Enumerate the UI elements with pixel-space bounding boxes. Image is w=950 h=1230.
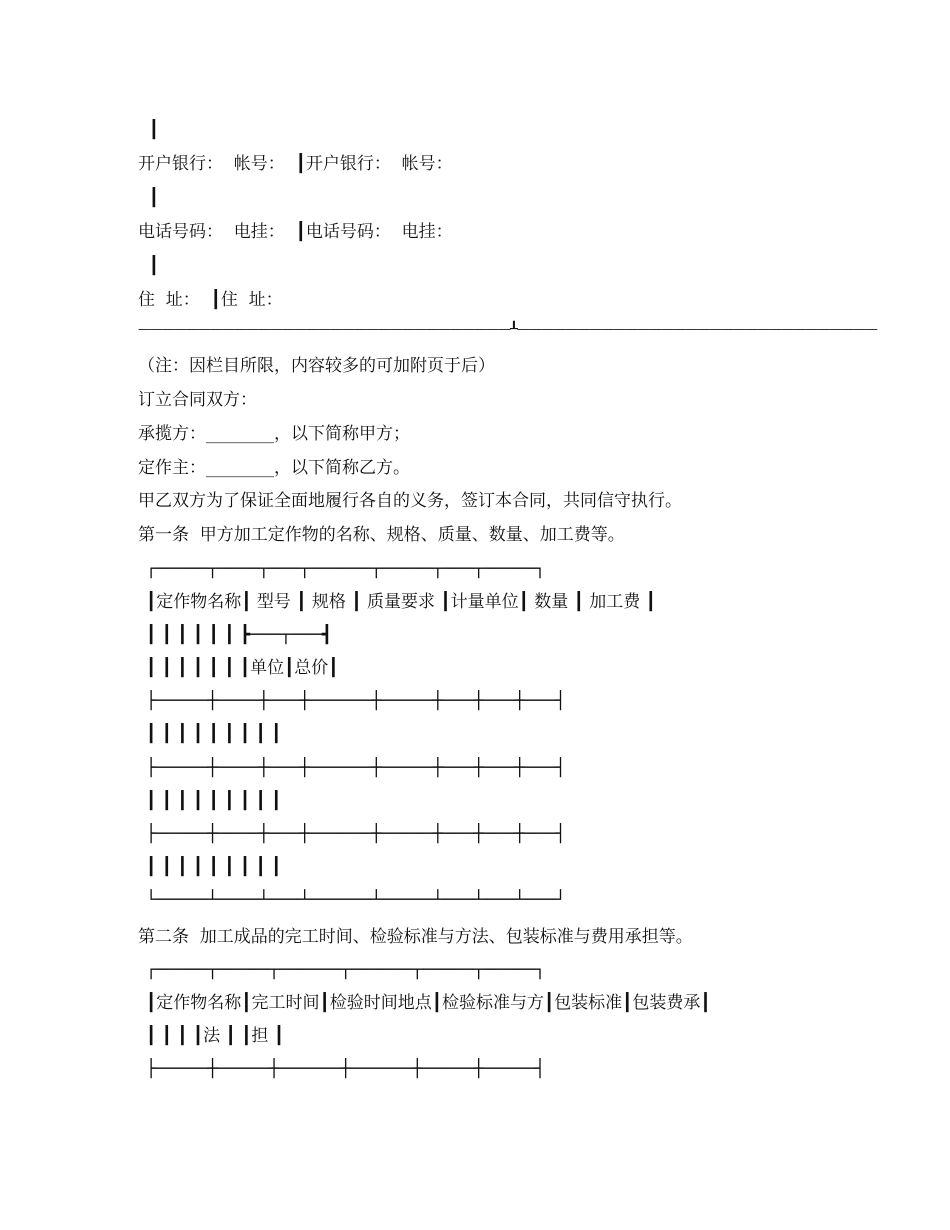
table-row: ├─────┼────┼───┼──────┼─────┼───┼───┼───┤ <box>146 824 566 844</box>
header-divider: ———————————————————————————————┸—————————————————————————————— <box>138 322 877 337</box>
note-text: （注：因栏目所限，内容较多的可加附页于后） <box>138 356 495 376</box>
article-2-title: 第二条 加工成品的完工时间、检验标准与方法、包装标准与费用承担等。 <box>138 927 693 947</box>
address-row: 住 址： ┃住 址： <box>138 290 283 310</box>
header-row: ┃ <box>138 120 160 140</box>
party-a-line: 承揽方：________，以下简称甲方； <box>138 424 410 444</box>
table-row: ├─────┼─────┼──────┼──────┼─────┼─────┤ <box>146 1059 546 1079</box>
table-row: ┌─────┬─────┬──────┬──────┬─────┬─────┐ <box>146 960 546 980</box>
table-row: ┃ ┃ ┃ ┃ ┃ ┃ ┃ ┃ ┃ <box>146 857 282 877</box>
table-row: ┃定作物名称┃ 型号 ┃ 规格 ┃ 质量要求 ┃计量单位┃ 数量 ┃ 加工费 ┃ <box>146 592 656 612</box>
intro-paragraph: 甲乙双方为了保证全面地履行各自的义务，签订本合同，共同信守执行。 <box>138 491 682 511</box>
table-row: ┃ ┃ ┃ ┃ ┃ ┃ ┃单位┃总价┃ <box>146 658 339 678</box>
party-b-line: 定作主：________，以下简称乙方。 <box>138 458 410 478</box>
article-1-title: 第一条 甲方加工定作物的名称、规格、质量、数量、加工费等。 <box>138 525 625 545</box>
table-row: ┃定作物名称┃完工时间┃检验时间地点┃检验标准与方┃包装标准┃包装费承┃ <box>146 993 711 1013</box>
table-row: ┃ ┃ ┃ ┃ ┃ ┃ ┃ ┃ ┃ <box>146 724 282 744</box>
table-row: ├─────┼────┼───┼──────┼─────┼───┼───┼───┤ <box>146 691 566 711</box>
table-row: ├─────┼────┼───┼──────┼─────┼───┼───┼───┤ <box>146 758 566 778</box>
header-row: ┃ <box>138 188 160 208</box>
table-row: └─────┴────┴───┴──────┴─────┴───┴───┴───┘ <box>146 890 566 910</box>
table-row: ┃ ┃ ┃ ┃ ┃ ┃ ┣───┬───┫ <box>146 625 332 645</box>
table-row: ┃ ┃ ┃ ┃法 ┃ ┃担 ┃ <box>146 1026 285 1046</box>
bank-account-row: 开户银行： 帐号： ┃开户银行： 帐号： <box>138 154 453 174</box>
table-row: ┃ ┃ ┃ ┃ ┃ ┃ ┃ ┃ ┃ <box>146 791 282 811</box>
table-row: ┌─────┬────┬───┬──────┬─────┬───┬─────┐ <box>146 559 546 579</box>
parties-title: 订立合同双方： <box>138 390 257 410</box>
phone-cable-row: 电话号码： 电挂： ┃电话号码： 电挂： <box>138 222 453 242</box>
header-row: ┃ <box>138 256 160 276</box>
